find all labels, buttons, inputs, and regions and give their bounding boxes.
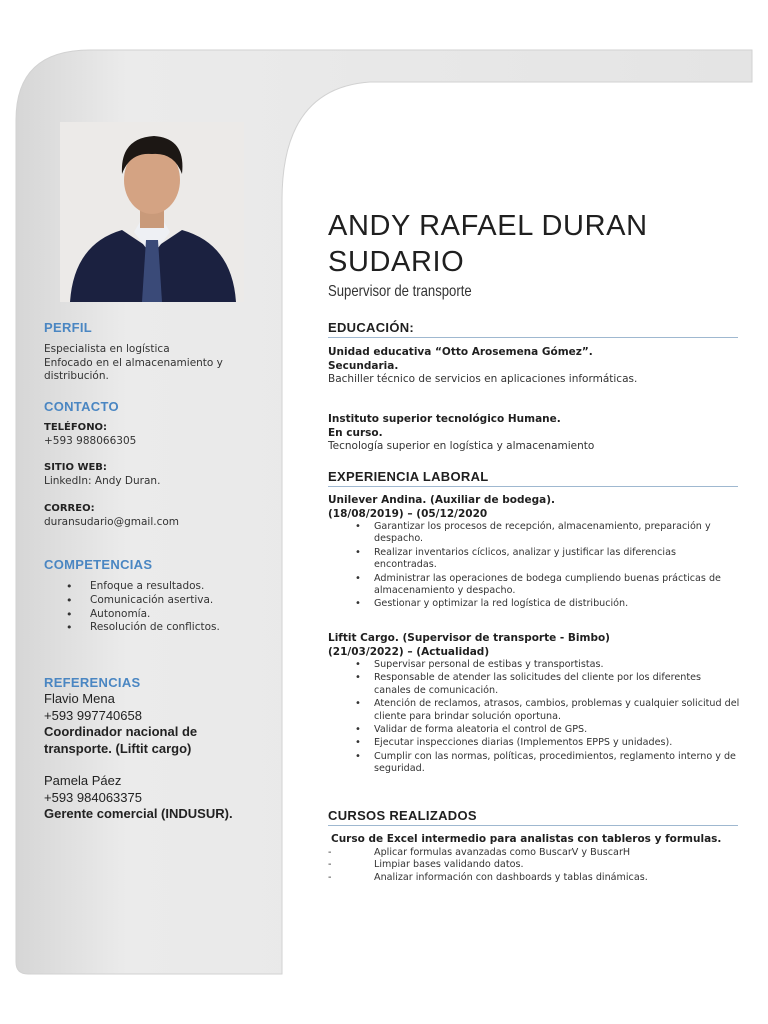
perfil-text (44, 343, 254, 384)
job-task: • Realizar inventarios cíclicos, analizar y justificar las diferencias encontradas. (374, 547, 740, 572)
ref2-role: Gerente comercial (INDUSUR). (44, 806, 233, 821)
job-task: • Atención de reclamos, atrasos, cambios, problemas y cualquier solicitud del cliente para brindar solución oportuna. (374, 698, 740, 723)
education-item-1 (328, 346, 740, 387)
job-task: • Supervisar personal de estibas y transportistas. (374, 659, 740, 671)
competencia-item: • Enfoque a resultados. (90, 580, 254, 594)
school-name: Instituto superior tecnológico Humane. (328, 413, 561, 425)
competencias-title: COMPETENCIAS (44, 557, 153, 572)
education-divider (328, 337, 738, 338)
job-1 (328, 494, 740, 612)
competencias-list (44, 580, 254, 635)
phone-block (44, 421, 254, 448)
job-2 (328, 632, 740, 777)
perfil-line-2: Enfocado en el almacenamiento y distribución. (44, 356, 223, 382)
ref1-name: Flavio Mena (44, 691, 115, 706)
job-company: Unilever Andina. (Auxiliar de bodega). (328, 494, 555, 506)
phone-value: +593 988066305 (44, 434, 137, 447)
course-item (328, 833, 740, 884)
referencias-title: REFERENCIAS (44, 675, 141, 690)
web-label: SITIO WEB: (44, 462, 107, 473)
competencia-item: • Resolución de conflictos. (90, 621, 254, 635)
job-task: • Gestionar y optimizar la red logística de distribución. (374, 598, 740, 610)
course-topic: - Analizar información con dashboards y tablas dinámicas. (328, 872, 740, 885)
school-degree: Tecnología superior en logística y almacenamiento (328, 440, 595, 452)
web-block (44, 461, 254, 488)
course-topic: - Aplicar formulas avanzadas como BuscarV y BuscarH (328, 847, 740, 860)
competencia-item: • Autonomía. (90, 608, 254, 622)
courses-divider (328, 825, 738, 826)
perfil-title: PERFIL (44, 320, 93, 335)
course-name: Curso de Excel intermedio para analistas con tableros y formulas. (331, 833, 722, 845)
school-name: Unidad educativa “Otto Arosemena Gómez”. (328, 346, 593, 358)
job-task: • Ejecutar inspecciones diarias (Implementos EPPS y unidades). (374, 737, 740, 749)
job-task: • Garantizar los procesos de recepción, almacenamiento, preparación y despacho. (374, 521, 740, 546)
web-value: LinkedIn: Andy Duran. (44, 474, 161, 487)
ref1-role: Coordinador nacional de transporte. (Liftit cargo) (44, 724, 198, 756)
email-label: CORREO: (44, 503, 95, 514)
school-degree: Bachiller técnico de servicios en aplicaciones informáticas. (328, 373, 638, 385)
ref2-name: Pamela Páez (44, 773, 122, 788)
perfil-line-1: Especialista en logística (44, 343, 170, 355)
education-item-2 (328, 413, 740, 454)
phone-label: TELÉFONO: (44, 422, 108, 433)
ref1-phone: +593 997740658 (44, 707, 142, 723)
reference-2 (44, 773, 264, 823)
job-task: • Administrar las operaciones de bodega cumpliendo buenas prácticas de almacenamiento y despacho. (374, 573, 740, 598)
course-topic: - Limpiar bases validando datos. (328, 859, 740, 872)
ref2-phone: +593 984063375 (44, 789, 142, 805)
job-role: Supervisor de transporte (328, 283, 472, 300)
experience-divider (328, 486, 738, 487)
reference-1 (44, 691, 264, 757)
job-task: • Responsable de atender las solicitudes del cliente por los diferentes canales de comunicación. (374, 672, 740, 697)
profile-photo (60, 122, 244, 302)
email-value: duransudario@gmail.com (44, 515, 180, 528)
contacto-title: CONTACTO (44, 399, 119, 414)
job-task: • Cumplir con las normas, políticas, procedimientos, reglamento interno y de seguridad. (374, 751, 740, 776)
competencia-item: • Comunicación asertiva. (90, 594, 254, 608)
school-level: Secundaria. (328, 359, 399, 372)
full-name: ANDY RAFAEL DURAN SUDARIO (328, 210, 648, 278)
job-dates: (18/08/2019) – (05/12/2020 (328, 507, 488, 520)
email-block (44, 502, 254, 529)
job-task: • Validar de forma aleatoria el control de GPS. (374, 724, 740, 736)
school-level: En curso. (328, 426, 383, 439)
job-dates: (21/03/2022) – (Actualidad) (328, 645, 490, 658)
job-company: Liftit Cargo. (Supervisor de transporte - Bimbo) (328, 632, 610, 644)
experience-title: EXPERIENCIA LABORAL (328, 469, 489, 484)
education-title: EDUCACIÓN: (328, 320, 415, 335)
courses-title: CURSOS REALIZADOS (328, 808, 477, 823)
